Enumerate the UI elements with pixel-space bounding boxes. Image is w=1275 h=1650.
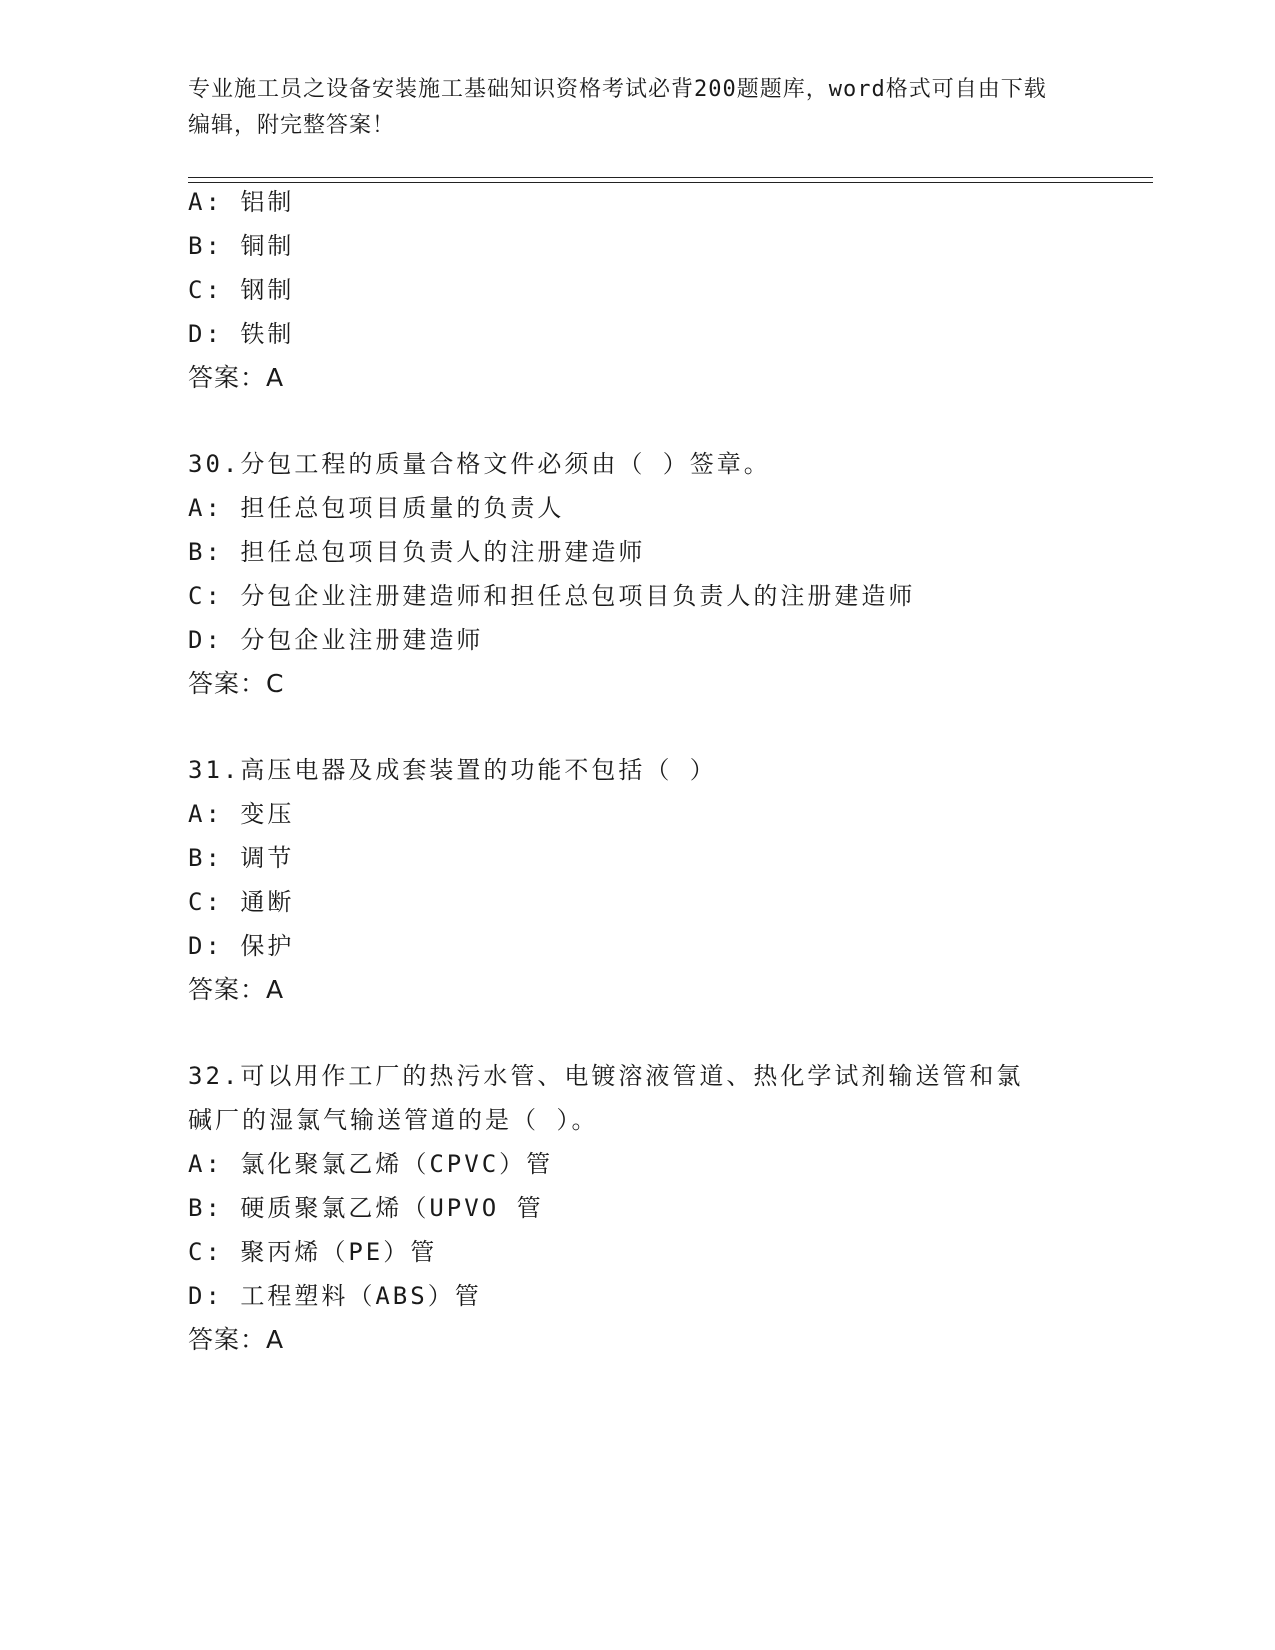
option-b: B: 调节 [188,844,295,872]
option-b: B: 铜制 [188,232,295,260]
document-header: 专业施工员之设备安装施工基础知识资格考试必背200题题库，word格式可自由下载编辑，附完整答案！ [188,77,1047,138]
option-c: C: 分包企业注册建造师和担任总包项目负责人的注册建造师 [188,582,916,610]
answer-line: 答案：A [188,1325,285,1354]
question-stem-continued: 碱厂的湿氯气输送管道的是（ ）。 [188,1106,599,1134]
option-c: C: 通断 [188,888,295,916]
answer-line: 答案：A [188,363,285,392]
option-d: D: 工程塑料（ABS）管 [188,1282,482,1310]
option-c: C: 钢制 [188,276,295,304]
option-d: D: 铁制 [188,320,295,348]
header-divider-top [188,177,1153,178]
answer-line: 答案：A [188,975,285,1004]
header-divider-bottom [188,182,1153,183]
option-b: B: 担任总包项目负责人的注册建造师 [188,538,646,566]
option-a: A: 变压 [188,800,295,828]
option-a: A: 氯化聚氯乙烯（CPVC）管 [188,1150,554,1178]
question-stem: 30.分包工程的质量合格文件必须由（ ）签章。 [188,450,771,478]
question-stem: 31.高压电器及成套装置的功能不包括（ ） [188,756,717,784]
option-c: C: 聚丙烯（PE）管 [188,1238,438,1266]
answer-line: 答案：C [188,669,285,698]
option-a: A: 担任总包项目质量的负责人 [188,494,565,522]
question-stem: 32.可以用作工厂的热污水管、电镀溶液管道、热化学试剂输送管和氯 [188,1062,1024,1090]
option-d: D: 分包企业注册建造师 [188,626,484,654]
option-d: D: 保护 [188,932,295,960]
option-a: A: 铝制 [188,188,295,216]
option-b: B: 硬质聚氯乙烯（UPVO 管 [188,1194,544,1222]
